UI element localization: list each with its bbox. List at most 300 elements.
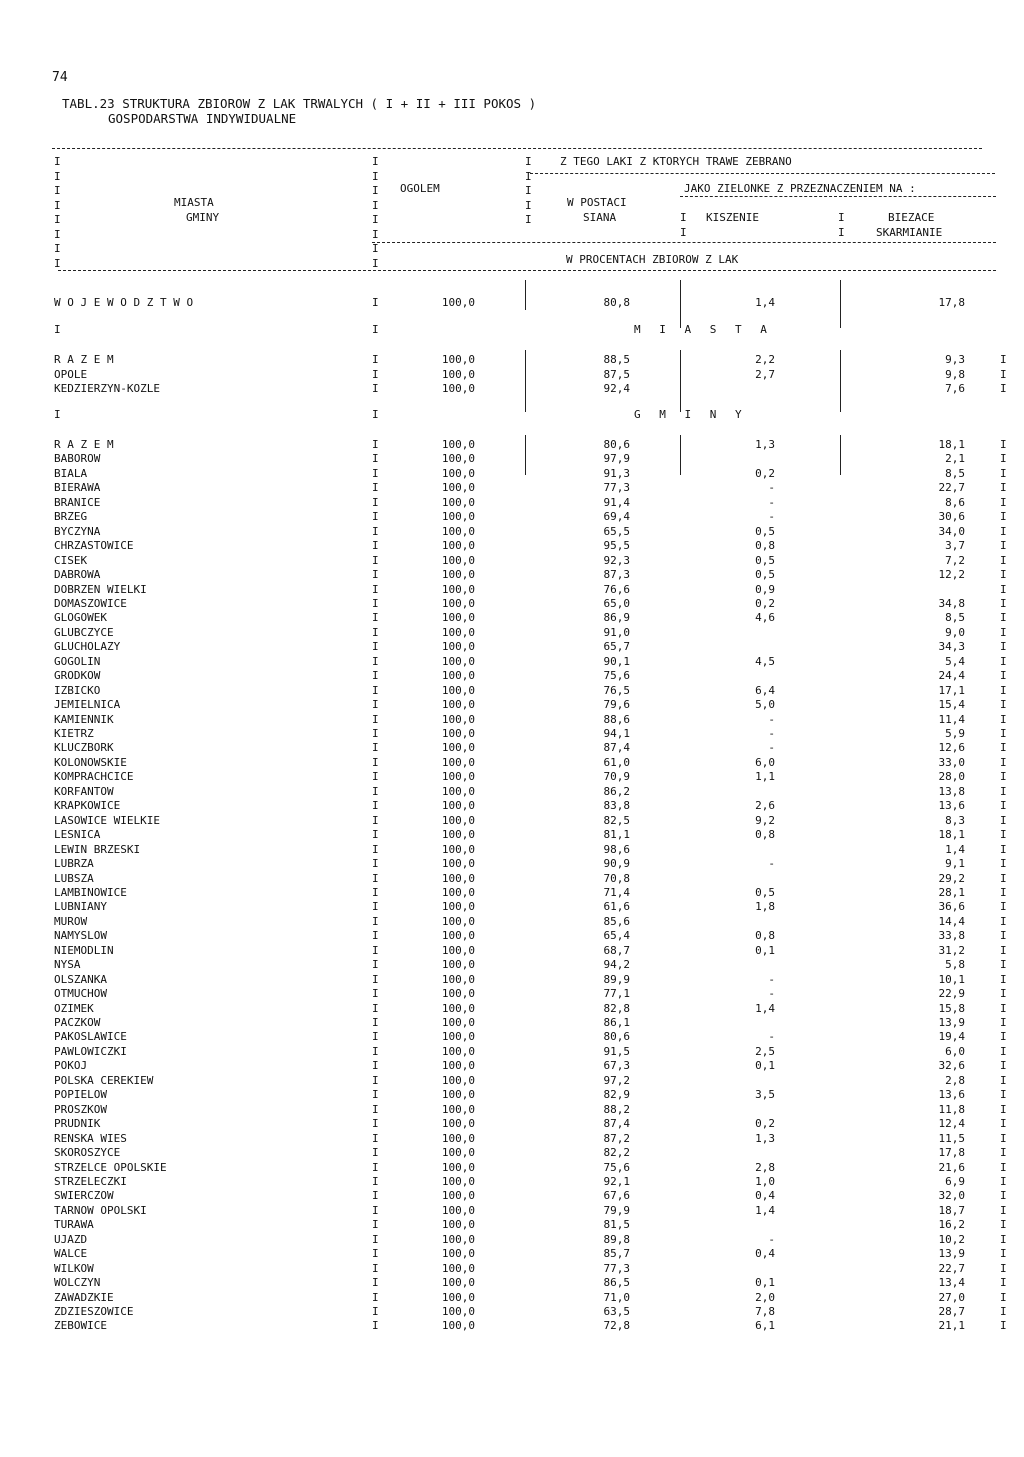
row-marker: I bbox=[372, 495, 379, 509]
row-marker-right: I bbox=[1000, 1044, 1007, 1058]
row-marker: I bbox=[372, 524, 379, 538]
row-name: OLSZANKA bbox=[54, 972, 107, 986]
row-siana: 68,7 bbox=[603, 943, 630, 957]
row-siana: 61,6 bbox=[603, 900, 630, 914]
row-marker: I bbox=[372, 1218, 379, 1232]
row-kiszenie: 2,6 bbox=[755, 799, 775, 813]
row-name: GLUBCZYCE bbox=[54, 625, 114, 639]
row-marker-right: I bbox=[1000, 813, 1007, 827]
row-marker: I bbox=[372, 596, 379, 610]
row-siana: 91,0 bbox=[603, 625, 630, 639]
row-biezace: 21,1 bbox=[938, 1319, 965, 1333]
table-row bbox=[0, 944, 1024, 958]
row-siana: 91,3 bbox=[603, 466, 630, 480]
row-name: PAWLOWICZKI bbox=[54, 1044, 127, 1058]
row-marker: I bbox=[372, 770, 379, 784]
row-biezace: 5,8 bbox=[945, 958, 965, 972]
row-name: PACZKOW bbox=[54, 1016, 101, 1029]
row-marker-right: I bbox=[1000, 958, 1007, 972]
row-name: GRODKOW bbox=[54, 669, 101, 683]
row-ogolem: 100,0 bbox=[441, 1174, 475, 1188]
row-marker-right: I bbox=[1000, 582, 1007, 596]
row-ogolem: 100,0 bbox=[441, 712, 475, 726]
row-kiszenie: 9,2 bbox=[755, 813, 775, 827]
row-kiszenie: - bbox=[768, 510, 775, 524]
table-row bbox=[0, 1247, 1024, 1261]
table-row bbox=[0, 828, 1024, 842]
row-biezace: 13,4 bbox=[938, 1276, 965, 1290]
row-marker: I bbox=[372, 683, 379, 697]
row-biezace: 9,8 bbox=[945, 367, 965, 381]
row-name: LUBNIANY bbox=[54, 900, 107, 914]
row-name: KLUCZBORK bbox=[54, 741, 114, 755]
row-ogolem: 100,0 bbox=[441, 353, 475, 366]
row-name: OPOLE bbox=[54, 367, 88, 381]
row-biezace: 22,9 bbox=[938, 987, 965, 1001]
row-marker: I bbox=[372, 510, 379, 524]
row-ogolem: 100,0 bbox=[441, 1189, 475, 1203]
row-marker: I bbox=[372, 712, 379, 726]
row-name: BABOROW bbox=[54, 452, 101, 466]
table-row bbox=[0, 857, 1024, 871]
row-biezace: 13,6 bbox=[938, 1088, 965, 1102]
section-marker-left: I bbox=[54, 408, 61, 421]
row-marker-right: I bbox=[1000, 1160, 1007, 1174]
table-row bbox=[0, 886, 1024, 900]
row-marker-right: I bbox=[1000, 943, 1007, 957]
row-marker: I bbox=[372, 871, 379, 885]
row-kiszenie: 0,8 bbox=[755, 929, 775, 943]
row-marker: I bbox=[372, 1305, 379, 1318]
row-marker: I bbox=[372, 1117, 379, 1131]
header-skarmianie: SKARMIANIE bbox=[876, 226, 943, 239]
row-siana: 76,5 bbox=[603, 683, 630, 697]
row-biezace: 27,0 bbox=[938, 1290, 965, 1304]
row-marker: I bbox=[372, 669, 379, 683]
row-marker-right: I bbox=[1000, 1218, 1007, 1232]
row-ogolem: 100,0 bbox=[441, 1073, 475, 1087]
row-siana: 97,2 bbox=[603, 1073, 630, 1087]
row-siana: 94,1 bbox=[603, 727, 630, 740]
header-rule-2 bbox=[680, 196, 996, 197]
header-siana: SIANA bbox=[583, 211, 617, 224]
row-marker-right: I bbox=[1000, 524, 1007, 538]
row-name: IZBICKO bbox=[54, 683, 101, 697]
row-biezace: 18,7 bbox=[938, 1203, 965, 1217]
row-marker: I bbox=[372, 1146, 379, 1160]
row-kiszenie: 6,4 bbox=[755, 683, 775, 697]
row-siana: 86,1 bbox=[603, 1016, 630, 1029]
row-marker-right: I bbox=[1000, 871, 1007, 885]
row-marker: I bbox=[372, 367, 379, 381]
row-biezace: 6,0 bbox=[945, 1044, 965, 1058]
row-kiszenie: 1,4 bbox=[755, 1203, 775, 1217]
table-row bbox=[0, 452, 1024, 466]
row-marker: I bbox=[372, 1030, 379, 1044]
row-marker-right: I bbox=[1000, 1247, 1007, 1261]
row-name: KORFANTOW bbox=[54, 784, 114, 798]
row-marker: I bbox=[372, 640, 379, 654]
row-ogolem: 100,0 bbox=[441, 727, 475, 740]
row-ogolem: 100,0 bbox=[441, 1261, 475, 1275]
row-marker: I bbox=[372, 1059, 379, 1073]
row-biezace: 6,9 bbox=[945, 1174, 965, 1188]
row-marker-right: I bbox=[1000, 698, 1007, 712]
row-siana: 82,5 bbox=[603, 813, 630, 827]
row-ogolem: 100,0 bbox=[441, 784, 475, 798]
row-name: SKOROSZYCE bbox=[54, 1146, 121, 1160]
row-marker-right: I bbox=[1000, 683, 1007, 697]
row-siana: 92,4 bbox=[603, 382, 630, 395]
row-kiszenie: - bbox=[768, 481, 775, 495]
row-marker-right: I bbox=[1000, 914, 1007, 928]
row-biezace: 18,1 bbox=[938, 828, 965, 842]
row-marker-right: I bbox=[1000, 539, 1007, 553]
row-ogolem: 100,0 bbox=[441, 481, 475, 495]
row-siana: 79,6 bbox=[603, 698, 630, 712]
row-marker-right: I bbox=[1000, 885, 1007, 899]
table-row bbox=[0, 1204, 1024, 1218]
row-ogolem: 100,0 bbox=[441, 596, 475, 610]
row-marker: I bbox=[372, 1174, 379, 1188]
table-row bbox=[0, 1059, 1024, 1073]
row-siana: 77,3 bbox=[603, 481, 630, 495]
row-biezace: 5,9 bbox=[945, 727, 965, 740]
row-biezace: 28,7 bbox=[938, 1305, 965, 1318]
row-ogolem: 100,0 bbox=[441, 958, 475, 972]
row-ogolem: 100,0 bbox=[441, 296, 475, 309]
row-marker-right: I bbox=[1000, 770, 1007, 784]
table-row bbox=[0, 756, 1024, 770]
row-marker-right: I bbox=[1000, 611, 1007, 625]
row-marker-right: I bbox=[1000, 1088, 1007, 1102]
table-row bbox=[0, 626, 1024, 640]
row-marker: I bbox=[372, 452, 379, 466]
table-row bbox=[0, 583, 1024, 597]
row-siana: 70,8 bbox=[603, 871, 630, 885]
row-name: R A Z E M bbox=[54, 438, 114, 451]
table-row bbox=[0, 1088, 1024, 1102]
row-marker-right: I bbox=[1000, 1189, 1007, 1203]
header-ogolem: OGOLEM bbox=[400, 182, 440, 195]
name-border-markers: I I I I I I I I bbox=[372, 155, 379, 270]
kiszenie-border-markers: I I bbox=[838, 211, 845, 239]
row-siana: 75,6 bbox=[603, 669, 630, 683]
row-ogolem: 100,0 bbox=[441, 698, 475, 712]
row-biezace: 8,5 bbox=[945, 466, 965, 480]
row-marker-right: I bbox=[1000, 1102, 1007, 1116]
table-row bbox=[0, 915, 1024, 929]
row-ogolem: 100,0 bbox=[441, 1146, 475, 1160]
row-name: GLOGOWEK bbox=[54, 611, 107, 625]
row-kiszenie: 4,6 bbox=[755, 611, 775, 625]
row-ogolem: 100,0 bbox=[441, 553, 475, 567]
row-siana: 67,3 bbox=[603, 1059, 630, 1073]
row-kiszenie: 1,0 bbox=[755, 1174, 775, 1188]
row-name: BRZEG bbox=[54, 510, 88, 524]
row-marker: I bbox=[372, 1261, 379, 1275]
table-row bbox=[0, 368, 1024, 382]
row-marker-right: I bbox=[1000, 900, 1007, 914]
row-ogolem: 100,0 bbox=[441, 1305, 475, 1318]
row-ogolem: 100,0 bbox=[441, 1001, 475, 1015]
row-biezace: 13,8 bbox=[938, 784, 965, 798]
row-marker: I bbox=[372, 943, 379, 957]
table-row bbox=[0, 597, 1024, 611]
row-kiszenie: - bbox=[768, 972, 775, 986]
row-marker: I bbox=[372, 553, 379, 567]
row-siana: 69,4 bbox=[603, 510, 630, 524]
row-siana: 75,6 bbox=[603, 1160, 630, 1174]
row-marker-right: I bbox=[1000, 353, 1007, 366]
row-marker-right: I bbox=[1000, 1030, 1007, 1044]
row-kiszenie: 1,3 bbox=[755, 438, 775, 451]
row-marker: I bbox=[372, 438, 379, 451]
row-biezace: 8,6 bbox=[945, 495, 965, 509]
row-name: KRAPKOWICE bbox=[54, 799, 121, 813]
table-row bbox=[0, 1305, 1024, 1319]
row-kiszenie: 0,1 bbox=[755, 943, 775, 957]
row-marker: I bbox=[372, 698, 379, 712]
row-ogolem: 100,0 bbox=[441, 568, 475, 582]
row-biezace: 11,5 bbox=[938, 1131, 965, 1145]
row-siana: 88,5 bbox=[603, 353, 630, 366]
row-name: KEDZIERZYN-KOZLE bbox=[54, 382, 160, 395]
row-ogolem: 100,0 bbox=[441, 683, 475, 697]
row-siana: 82,9 bbox=[603, 1088, 630, 1102]
row-ogolem: 100,0 bbox=[441, 1247, 475, 1261]
row-ogolem: 100,0 bbox=[441, 813, 475, 827]
row-kiszenie: 0,2 bbox=[755, 466, 775, 480]
row-kiszenie: 5,0 bbox=[755, 698, 775, 712]
row-name: SWIERCZOW bbox=[54, 1189, 114, 1203]
row-marker: I bbox=[372, 1131, 379, 1145]
row-name: DABROWA bbox=[54, 568, 101, 582]
row-kiszenie: 7,8 bbox=[755, 1305, 775, 1318]
row-marker-right: I bbox=[1000, 596, 1007, 610]
row-biezace: 22,7 bbox=[938, 481, 965, 495]
row-marker-right: I bbox=[1000, 1016, 1007, 1029]
row-kiszenie: - bbox=[768, 741, 775, 755]
row-biezace: 12,6 bbox=[938, 741, 965, 755]
row-siana: 67,6 bbox=[603, 1189, 630, 1203]
row-ogolem: 100,0 bbox=[441, 367, 475, 381]
section-gminy: G M I N Y bbox=[634, 408, 748, 421]
table-row bbox=[0, 382, 1024, 396]
row-marker: I bbox=[372, 1160, 379, 1174]
row-kiszenie: 0,5 bbox=[755, 568, 775, 582]
table-row bbox=[0, 467, 1024, 481]
table-row bbox=[0, 1175, 1024, 1189]
row-marker: I bbox=[372, 382, 379, 395]
row-ogolem: 100,0 bbox=[441, 1276, 475, 1290]
row-marker-right: I bbox=[1000, 784, 1007, 798]
table-row bbox=[0, 1291, 1024, 1305]
row-kiszenie: - bbox=[768, 1030, 775, 1044]
row-kiszenie: 0,5 bbox=[755, 524, 775, 538]
row-ogolem: 100,0 bbox=[441, 1290, 475, 1304]
header-rule-1 bbox=[530, 173, 995, 174]
row-kiszenie: 4,5 bbox=[755, 654, 775, 668]
table-row bbox=[0, 987, 1024, 1001]
row-kiszenie: 0,8 bbox=[755, 828, 775, 842]
row-ogolem: 100,0 bbox=[441, 857, 475, 871]
row-biezace: 32,0 bbox=[938, 1189, 965, 1203]
row-ogolem: 100,0 bbox=[441, 438, 475, 451]
table-row-wojewodztwo bbox=[0, 296, 1024, 310]
row-siana: 80,6 bbox=[603, 438, 630, 451]
row-kiszenie: 0,1 bbox=[755, 1059, 775, 1073]
row-biezace: 19,4 bbox=[938, 1030, 965, 1044]
page-number: 74 bbox=[52, 70, 68, 85]
row-name: LAMBINOWICE bbox=[54, 885, 127, 899]
row-marker-right: I bbox=[1000, 755, 1007, 769]
header-bottom-rule bbox=[58, 270, 996, 271]
table-row bbox=[0, 958, 1024, 972]
row-ogolem: 100,0 bbox=[441, 885, 475, 899]
row-name: LASOWICE WIELKIE bbox=[54, 813, 160, 827]
row-ogolem: 100,0 bbox=[441, 452, 475, 466]
row-siana: 89,9 bbox=[603, 972, 630, 986]
row-ogolem: 100,0 bbox=[441, 1102, 475, 1116]
row-ogolem: 100,0 bbox=[441, 582, 475, 596]
row-ogolem: 100,0 bbox=[441, 914, 475, 928]
siana-border-markers: I I bbox=[680, 211, 687, 239]
left-border-markers: I I I I I I I I bbox=[54, 155, 61, 270]
row-marker: I bbox=[372, 481, 379, 495]
table-row bbox=[0, 525, 1024, 539]
row-siana: 80,8 bbox=[603, 296, 630, 309]
table-title: TABL.23 STRUKTURA ZBIOROW Z LAK TRWALYCH ( I + II + III POKOS ) bbox=[62, 96, 537, 111]
header-rule-3 bbox=[372, 242, 996, 243]
table-row bbox=[0, 1103, 1024, 1117]
row-siana: 65,5 bbox=[603, 524, 630, 538]
row-ogolem: 100,0 bbox=[441, 1016, 475, 1029]
row-siana: 92,1 bbox=[603, 1174, 630, 1188]
row-marker: I bbox=[372, 1001, 379, 1015]
row-biezace: 13,6 bbox=[938, 799, 965, 813]
table-row bbox=[0, 669, 1024, 683]
row-siana: 86,9 bbox=[603, 611, 630, 625]
row-ogolem: 100,0 bbox=[441, 1160, 475, 1174]
row-name: ZAWADZKIE bbox=[54, 1290, 114, 1304]
row-ogolem: 100,0 bbox=[441, 770, 475, 784]
row-siana: 87,4 bbox=[603, 1117, 630, 1131]
row-marker-right: I bbox=[1000, 1232, 1007, 1246]
row-ogolem: 100,0 bbox=[441, 1203, 475, 1217]
row-name: NIEMODLIN bbox=[54, 943, 114, 957]
row-biezace: 34,3 bbox=[938, 640, 965, 654]
row-marker-right: I bbox=[1000, 669, 1007, 683]
row-ogolem: 100,0 bbox=[441, 669, 475, 683]
row-marker-right: I bbox=[1000, 481, 1007, 495]
row-name: NYSA bbox=[54, 958, 81, 972]
table-row bbox=[0, 481, 1024, 495]
row-kiszenie: 1,4 bbox=[755, 296, 775, 309]
row-ogolem: 100,0 bbox=[441, 1131, 475, 1145]
row-biezace: 13,9 bbox=[938, 1016, 965, 1029]
table-row bbox=[0, 900, 1024, 914]
row-biezace: 33,8 bbox=[938, 929, 965, 943]
table-row bbox=[0, 785, 1024, 799]
row-ogolem: 100,0 bbox=[441, 625, 475, 639]
row-kiszenie: 2,8 bbox=[755, 1160, 775, 1174]
header-miasta: MIASTA bbox=[174, 196, 214, 209]
row-marker-right: I bbox=[1000, 568, 1007, 582]
row-biezace: 14,4 bbox=[938, 914, 965, 928]
row-ogolem: 100,0 bbox=[441, 828, 475, 842]
row-marker-right: I bbox=[1000, 654, 1007, 668]
row-marker-right: I bbox=[1000, 857, 1007, 871]
row-marker: I bbox=[372, 1088, 379, 1102]
row-siana: 86,5 bbox=[603, 1276, 630, 1290]
row-siana: 65,0 bbox=[603, 596, 630, 610]
row-name: STRZELECZKI bbox=[54, 1174, 127, 1188]
row-marker: I bbox=[372, 885, 379, 899]
row-ogolem: 100,0 bbox=[441, 495, 475, 509]
table-row bbox=[0, 1045, 1024, 1059]
row-marker: I bbox=[372, 1247, 379, 1261]
row-kiszenie: 0,9 bbox=[755, 582, 775, 596]
table-row bbox=[0, 539, 1024, 553]
table-row bbox=[0, 353, 1024, 367]
row-name: WILKOW bbox=[54, 1261, 94, 1275]
row-biezace: 2,8 bbox=[945, 1073, 965, 1087]
row-name: W O J E W O D Z T W O bbox=[54, 296, 194, 309]
row-siana: 87,5 bbox=[603, 367, 630, 381]
row-name: BRANICE bbox=[54, 495, 101, 509]
row-siana: 91,5 bbox=[603, 1044, 630, 1058]
row-siana: 90,1 bbox=[603, 654, 630, 668]
row-biezace: 22,7 bbox=[938, 1261, 965, 1275]
table-row bbox=[0, 799, 1024, 813]
row-siana: 95,5 bbox=[603, 539, 630, 553]
table-row bbox=[0, 655, 1024, 669]
row-biezace: 3,7 bbox=[945, 539, 965, 553]
row-ogolem: 100,0 bbox=[441, 654, 475, 668]
header-gminy: GMINY bbox=[186, 211, 220, 224]
row-biezace: 17,1 bbox=[938, 683, 965, 697]
row-marker-right: I bbox=[1000, 1059, 1007, 1073]
row-marker-right: I bbox=[1000, 1305, 1007, 1318]
row-marker-right: I bbox=[1000, 972, 1007, 986]
row-biezace: 17,8 bbox=[938, 1146, 965, 1160]
table-row bbox=[0, 1189, 1024, 1203]
table-row bbox=[0, 1161, 1024, 1175]
header-biezace: BIEZACE bbox=[888, 211, 935, 224]
ogolem-border-markers: I I I I I bbox=[525, 155, 532, 226]
row-marker: I bbox=[372, 972, 379, 986]
row-biezace: 9,0 bbox=[945, 625, 965, 639]
row-siana: 71,4 bbox=[603, 885, 630, 899]
row-name: ZEBOWICE bbox=[54, 1319, 107, 1333]
row-biezace: 10,1 bbox=[938, 972, 965, 986]
row-marker: I bbox=[372, 741, 379, 755]
row-name: POLSKA CEREKIEW bbox=[54, 1073, 154, 1087]
row-biezace: 21,6 bbox=[938, 1160, 965, 1174]
row-ogolem: 100,0 bbox=[441, 1030, 475, 1044]
row-marker-right: I bbox=[1000, 1174, 1007, 1188]
row-biezace: 17,8 bbox=[938, 296, 965, 309]
row-marker-right: I bbox=[1000, 625, 1007, 639]
row-ogolem: 100,0 bbox=[441, 987, 475, 1001]
row-name: KAMIENNIK bbox=[54, 712, 114, 726]
row-name: DOBRZEN WIELKI bbox=[54, 582, 147, 596]
row-kiszenie: 2,5 bbox=[755, 1044, 775, 1058]
row-name: LUBRZA bbox=[54, 857, 94, 871]
row-marker: I bbox=[372, 466, 379, 480]
row-siana: 81,1 bbox=[603, 828, 630, 842]
